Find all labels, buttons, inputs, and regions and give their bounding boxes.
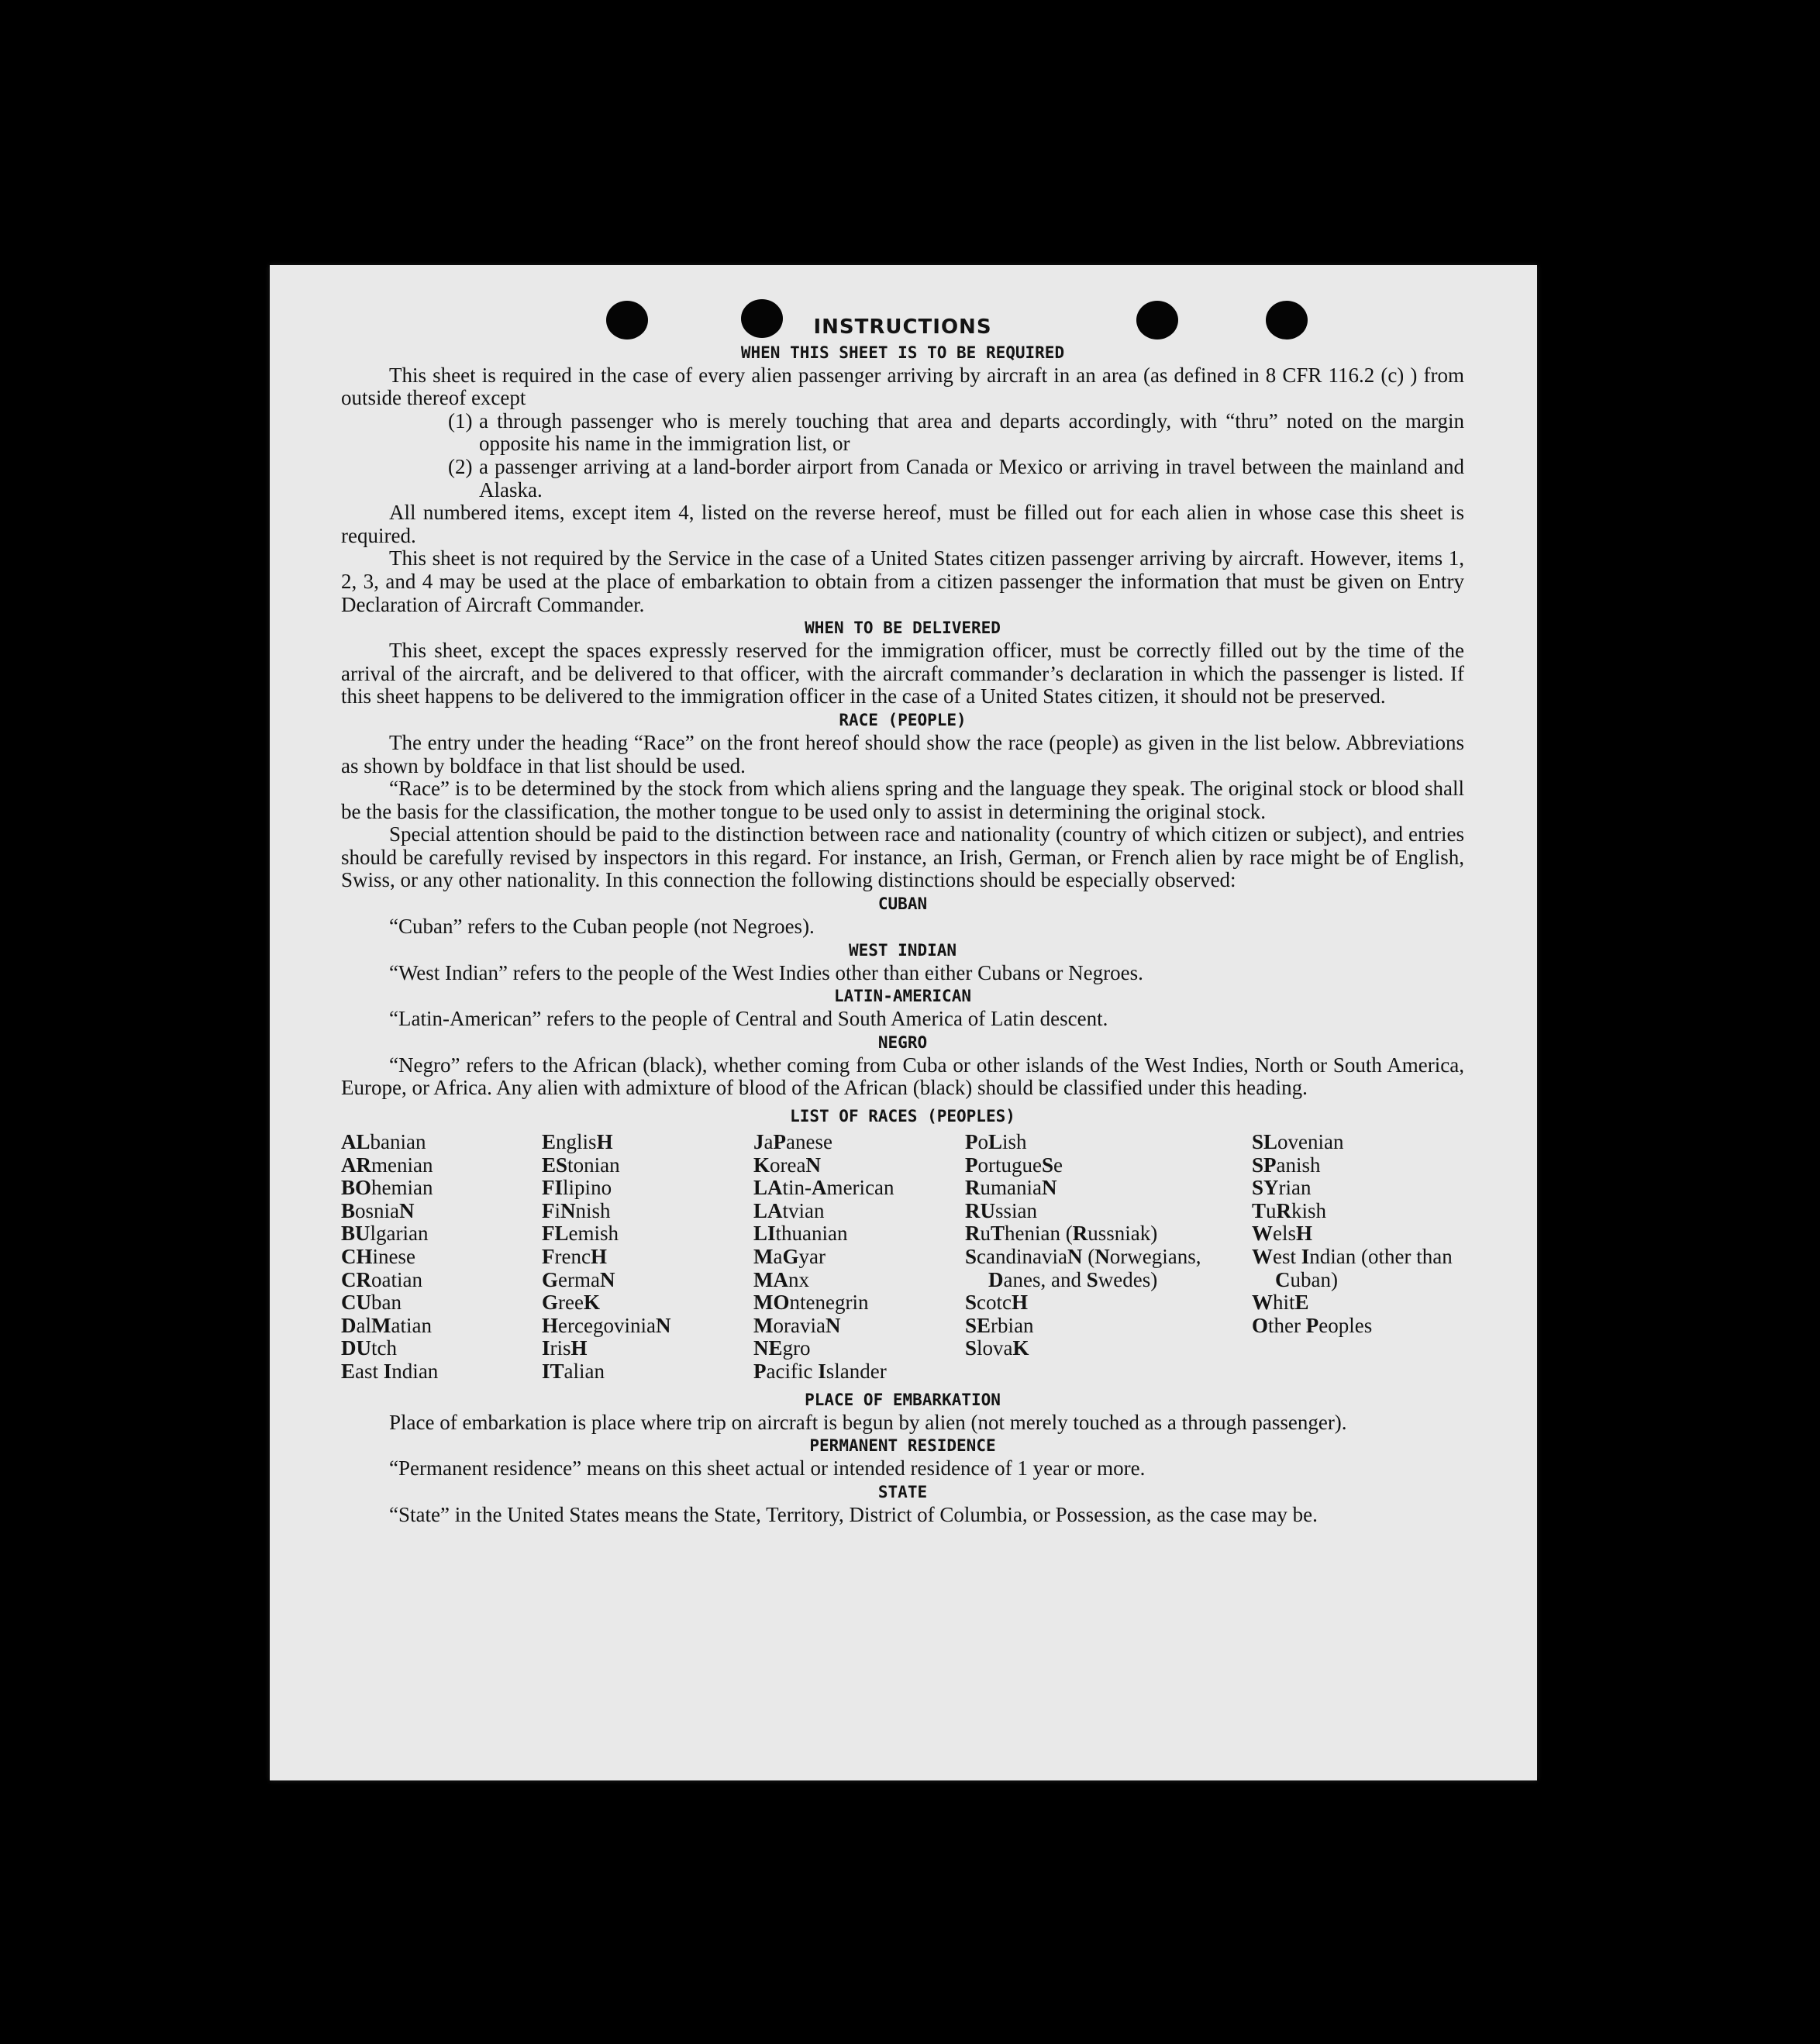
paragraph: “West Indian” refers to the people of the West Indies other than either Cubans or Negroes. [389,960,1143,984]
instructions-content [341,316,1464,1526]
race-item: CRoatian [341,1267,422,1291]
races-column [753,1131,965,1384]
section-heading: WHEN THIS SHEET IS TO BE REQUIRED [740,343,1065,362]
paragraph: This sheet is required in the case of every alien passenger arriving by aircraft in an area (as defined in 8 CFR 116.2 (c) ) from outside thereof except [341,363,1464,410]
race-item: MaGyar [753,1245,826,1268]
section-heading: PERMANENT RESIDENCE [809,1436,996,1456]
race-item: JaPanese [753,1130,832,1154]
race-item: TuRkish [1252,1198,1327,1222]
item-text: a through passenger who is merely touching that area and departs accordingly, with “thru” noted on the margin opposite his name in the immigration list, or [479,408,1464,456]
race-item: SLovenian [1252,1130,1344,1154]
race-item: LAtvian [753,1198,825,1222]
race-item: BosniaN [341,1198,415,1222]
list-item [341,410,1464,456]
races-column [965,1131,1252,1384]
paragraph: Special attention should be paid to the distinction between race and nationality (country of which citizen or subject), and entries should be carefully revised by inspectors in this regard. For instance, an Irish, German, or French alien by race might be of English, Swiss, or any other nationality. In this connection the following distinctions should be especially observed: [341,822,1464,892]
race-item: LIthuanian [753,1222,848,1246]
race-item: SlovaK [965,1336,1029,1360]
race-item: ARmenian [341,1153,433,1177]
item-number: (1) [448,408,473,433]
race-item: CHinese [341,1245,416,1268]
race-item: RumaniaN [965,1176,1057,1200]
races-column [1252,1131,1464,1384]
race-item: WelsH [1252,1222,1313,1246]
race-item: ScotcH [965,1291,1029,1315]
item-number: (2) [448,454,473,478]
section-heading: LIST OF RACES (PEOPLES) [790,1107,1015,1126]
paragraph: The entry under the heading “Race” on the front hereof should show the race (people) as given in the list below. Abbreviations as shown by boldface in that list should be used. [341,730,1464,777]
race-item: GermaN [542,1267,615,1291]
race-item: WhitE [1252,1291,1309,1315]
race-item: ITalian [542,1359,605,1383]
race-item: PortugueSe [965,1153,1063,1177]
paragraph: This sheet is not required by the Service in the case of a United States citizen passenger arriving by aircraft. However, items 1, 2, 3, and 4 may be used at the place of embarkation to obtain from a citizen passenger the information that must be given on Entry Declaration of Aircraft Commander. [341,546,1464,616]
section-heading: LATIN-AMERICAN [833,987,971,1006]
race-item: LAtin-American [753,1176,894,1200]
race-item: MOntenegrin [753,1291,869,1315]
race-item: DUtch [341,1336,397,1360]
paragraph: “Cuban” refers to the Cuban people (not Negroes). [389,915,815,939]
list-item [341,456,1464,502]
race-item: Pacific Islander [753,1359,887,1383]
paragraph: This sheet, except the spaces expressly reserved for the immigration officer, must be correctly filled out by the time of the arrival of the aircraft, and be delivered to that officer, with the aircraft commander’s declaration in which the passenger is listed. If this sheet happens to be delivered to the immigration officer in the case of a United States citizen, it should not be preserved. [341,639,1464,708]
race-item: FLemish [542,1222,619,1246]
paragraph: All numbered items, except item 4, listed on the reverse hereof, must be filled out for each alien in whose case this sheet is required. [341,501,1464,547]
races-list [341,1131,1464,1384]
section-heading: WHEN TO BE DELIVERED [805,619,1001,638]
section-heading: PLACE OF EMBARKATION [805,1390,1001,1409]
race-item: EStonian [542,1153,620,1177]
race-item: FiNnish [542,1198,611,1222]
races-column [341,1131,542,1384]
race-item: Other Peoples [1252,1313,1373,1337]
race-item: West Indian (other than Cuban) [1252,1245,1453,1291]
paragraph: “Permanent residence” means on this sheet actual or intended residence of 1 year or more. [389,1456,1146,1480]
race-item: SPanish [1252,1153,1321,1177]
paragraph: “Race” is to be determined by the stock from which aliens spring and the language they speak. The original stock or blood shall be the basis for the classification, the mother tongue to be used only to assist in determining the original stock. [341,777,1464,823]
race-item: FIlipino [542,1176,612,1200]
race-item: BUlgarian [341,1222,429,1246]
race-item: ScandinaviaN (Norwegians, Danes, and Swedes) [965,1245,1201,1291]
section-heading: CUBAN [877,894,928,914]
race-item: DalMatian [341,1313,432,1337]
race-item: RuThenian (Russniak) [965,1222,1158,1246]
race-item: NEgro [753,1336,811,1360]
race-item: PoLish [965,1130,1027,1154]
race-item: GreeK [542,1291,600,1315]
race-item: CUban [341,1291,402,1315]
section-heading: NEGRO [877,1032,928,1052]
paragraph: “Latin-American” refers to the people of Central and South America of Latin descent. [389,1007,1108,1031]
race-item: MoraviaN [753,1313,841,1337]
race-item: ALbanian [341,1130,426,1154]
race-item: HercegoviniaN [542,1313,671,1337]
paragraph: Place of embarkation is place where trip on aircraft is begun by alien (not merely touched as a through passenger). [389,1410,1347,1434]
section-heading: WEST INDIAN [848,940,957,960]
section-heading: RACE (PEOPLE) [839,710,967,729]
race-item: SYrian [1252,1176,1312,1200]
race-item: MAnx [753,1267,809,1291]
document-sheet [270,265,1537,1780]
race-item: BOhemian [341,1176,433,1200]
race-item: EnglisH [542,1130,613,1154]
race-item: IrisH [542,1336,588,1360]
section-heading: STATE [877,1482,928,1501]
item-text: a passenger arriving at a land-border airport from Canada or Mexico or arriving in travel between the mainland and Alaska. [479,454,1464,502]
race-item: SErbian [965,1313,1034,1337]
page-title: INSTRUCTIONS [813,315,992,339]
paragraph: “State” in the United States means the State, Territory, District of Columbia, or Possession, as the case may be. [389,1502,1318,1526]
race-item: KoreaN [753,1153,821,1177]
race-item: FrencH [542,1245,607,1268]
races-column [542,1131,753,1384]
race-item: RUssian [965,1198,1038,1222]
race-item: East Indian [341,1359,439,1383]
paragraph: “Negro” refers to the African (black), whether coming from Cuba or other islands of the West Indies, North or South America, Europe, or Africa. Any alien with admixture of blood of the African (black) should be classified under this heading. [341,1053,1464,1100]
